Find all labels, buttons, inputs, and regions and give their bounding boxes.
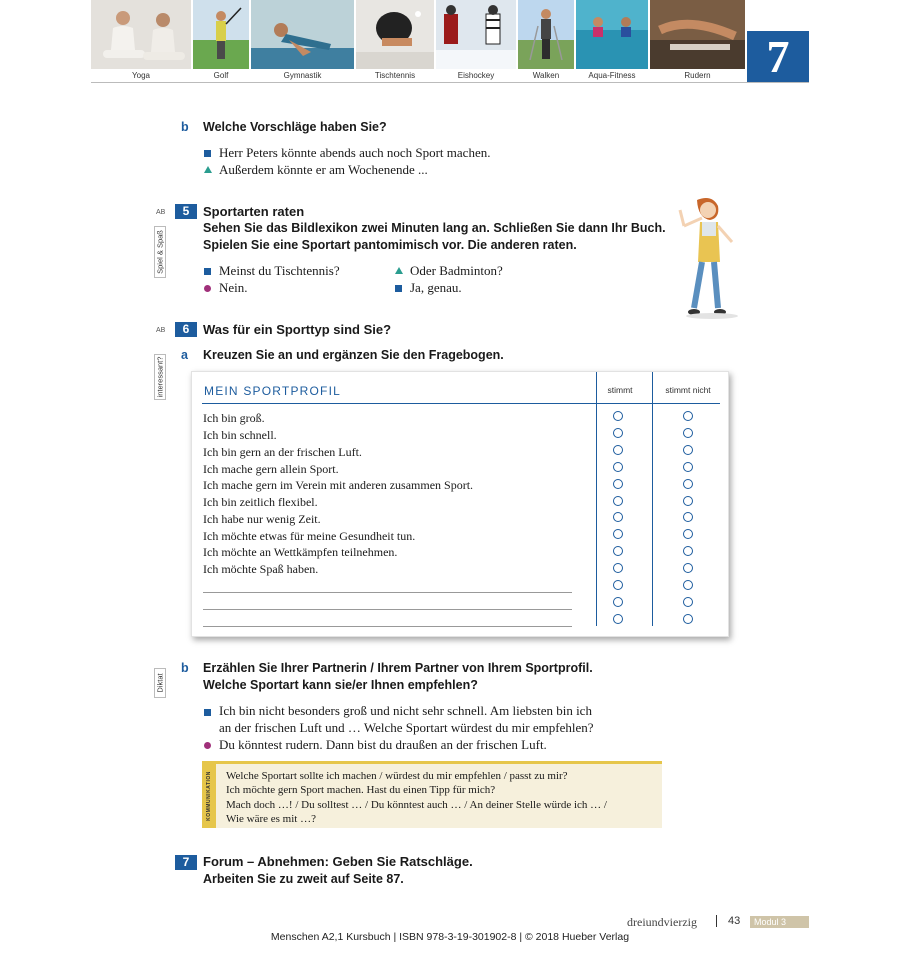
side-label: Diktat [154,668,166,698]
dialog-line: Oder Badminton? [410,263,503,278]
stimmt-radio[interactable] [613,428,623,438]
kommunikation-label: KOMMUNIKATION [202,764,216,828]
dialog-line: Du könntest rudern. Dann bist du draußen an der frischen Luft. [219,737,547,752]
profile-statement: Ich bin gern an der frischen Luft. [203,445,362,459]
exercise-number: 5 [175,204,197,219]
photo-caption: Aqua-Fitness [588,71,636,80]
ab-reference: AB [156,327,166,334]
dialog-line: Herr Peters könnte abends auch noch Sport machen. [219,145,491,160]
square-bullet-icon [204,150,211,157]
sport-profile-card [191,371,729,637]
side-label: interessant? [154,354,166,400]
stimmt-radio[interactable] [613,614,623,624]
kommunikation-box [202,761,662,828]
exercise-letter: b [181,120,189,134]
dialog-line: Nein. [219,280,248,295]
exercise-title: Was für ein Sporttyp sind Sie? [203,322,392,337]
dialog-line: Ich bin nicht besonders groß und nicht sehr schnell. Am liebsten bin ich [219,703,592,718]
photo-golf [193,0,249,69]
stimmt-radio[interactable] [613,479,623,489]
pantomime-illustration [672,196,742,321]
phrase-line: Ich möchte gern Sport machen. Hast du einen Tipp für mich? [226,784,496,796]
chapter-number: 7 [747,31,809,82]
stimmt-nicht-radio[interactable] [683,445,693,455]
stimmt-nicht-radio[interactable] [683,580,693,590]
column-divider [596,372,597,626]
card-divider [202,403,720,404]
photo-gymnastik [251,0,354,69]
profile-statement: Ich möchte Spaß haben. [203,562,319,576]
dialog-line: Ja, genau. [410,280,462,295]
page-number-word: dreiundvierzig [627,915,697,929]
profile-statement: Ich möchte etwas für meine Gesundheit tun. [203,529,416,543]
column-divider [652,372,653,626]
photo-caption: Yoga [132,71,150,80]
exercise-instruction: Erzählen Sie Ihrer Partnerin / Ihrem Partner von Ihrem Sportprofil. [203,661,593,675]
stimmt-radio[interactable] [613,580,623,590]
module-badge: Modul 3 [750,916,809,928]
exercise-instruction: Kreuzen Sie an und ergänzen Sie den Fragebogen. [203,348,504,362]
stimmt-radio[interactable] [613,496,623,506]
dialog-line: an der frischen Luft und … Welche Sportart würdest du mir empfehlen? [219,720,594,735]
stimmt-nicht-radio[interactable] [683,428,693,438]
exercise-letter: a [181,348,188,362]
stimmt-nicht-radio[interactable] [683,512,693,522]
phrase-line: Mach doch …! / Du solltest … / Du könntest auch … / An deiner Stelle würde ich … / [226,799,607,811]
card-title: MEIN SPORTPROFIL [204,384,341,398]
stimmt-nicht-radio[interactable] [683,563,693,573]
exercise-instruction: Sehen Sie das Bildlexikon zwei Minuten lang an. Schließen Sie dann Ihr Buch. [203,221,666,235]
stimmt-radio[interactable] [613,445,623,455]
profile-statement: Ich möchte an Wettkämpfen teilnehmen. [203,545,398,559]
profile-statement: Ich bin schnell. [203,428,277,442]
exercise-title: Sportarten raten [203,204,305,219]
photo-caption: Rudern [684,71,711,80]
page-number: 43 [728,915,741,927]
divider [716,915,717,927]
stimmt-nicht-radio[interactable] [683,597,693,607]
stimmt-radio[interactable] [613,512,623,522]
photo-yoga [91,0,191,69]
exercise-title: Forum – Abnehmen: Geben Sie Ratschläge. [203,854,473,869]
stimmt-nicht-radio[interactable] [683,546,693,556]
sport-photo-strip [91,0,745,82]
side-label: Spiel & Spaß [154,226,166,278]
stimmt-nicht-radio[interactable] [683,496,693,506]
stimmt-nicht-radio[interactable] [683,462,693,472]
blank-line [203,592,572,593]
stimmt-radio[interactable] [613,529,623,539]
photo-tischtennis [356,0,434,69]
profile-statement: Ich bin zeitlich flexibel. [203,495,318,509]
photo-caption: Golf [213,71,229,80]
square-bullet-icon [204,709,211,716]
profile-statement: Ich mache gern allein Sport. [203,462,339,476]
ab-reference: AB [156,209,166,216]
stimmt-radio[interactable] [613,563,623,573]
photo-caption: Walken [532,71,560,80]
exercise-number: 7 [175,855,197,870]
blank-line [203,626,572,627]
square-bullet-icon [204,268,211,275]
stimmt-nicht-radio[interactable] [683,479,693,489]
photo-walken [518,0,574,69]
blank-line [203,609,572,610]
circle-bullet-icon [204,285,211,292]
phrase-line: Wie wäre es mit …? [226,813,316,825]
photo-eishockey [436,0,516,69]
column-header-yes: stimmt [607,385,633,395]
stimmt-radio[interactable] [613,462,623,472]
exercise-instruction: Arbeiten Sie zu zweit auf Seite 87. [203,872,404,886]
photo-aqua-fitness [576,0,648,69]
phrase-line: Welche Sportart sollte ich machen / würdest du mir empfehlen / passt zu mir? [226,770,568,782]
stimmt-radio[interactable] [613,597,623,607]
triangle-bullet-icon [395,267,403,274]
square-bullet-icon [395,285,402,292]
profile-statement: Ich habe nur wenig Zeit. [203,512,321,526]
triangle-bullet-icon [204,166,212,173]
dialog-line: Meinst du Tischtennis? [219,263,340,278]
stimmt-radio[interactable] [613,546,623,556]
photo-rudern [650,0,745,69]
copyright-line: Menschen A2,1 Kursbuch | ISBN 978-3-19-301902-8 | © 2018 Hueber Verlag [270,931,630,943]
stimmt-nicht-radio[interactable] [683,529,693,539]
stimmt-radio[interactable] [613,411,623,421]
photo-caption: Tischtennis [374,71,416,80]
profile-statement: Ich mache gern im Verein mit anderen zusammen Sport. [203,478,474,492]
exercise-instruction: Spielen Sie eine Sportart pantomimisch vor. Die anderen raten. [203,238,577,252]
profile-statement: Ich bin groß. [203,411,265,425]
exercise-number: 6 [175,322,197,337]
dialog-line: Außerdem könnte er am Wochenende ... [219,162,428,177]
stimmt-nicht-radio[interactable] [683,411,693,421]
exercise-letter: b [181,661,189,675]
circle-bullet-icon [204,742,211,749]
photo-caption: Eishockey [457,71,495,80]
exercise-instruction: Welche Sportart kann sie/er Ihnen empfehlen? [203,678,478,692]
stimmt-nicht-radio[interactable] [683,614,693,624]
divider [91,82,809,83]
photo-caption: Gymnastik [283,71,322,80]
exercise-instruction: Welche Vorschläge haben Sie? [203,120,387,134]
column-header-no: stimmt nicht [665,385,711,395]
